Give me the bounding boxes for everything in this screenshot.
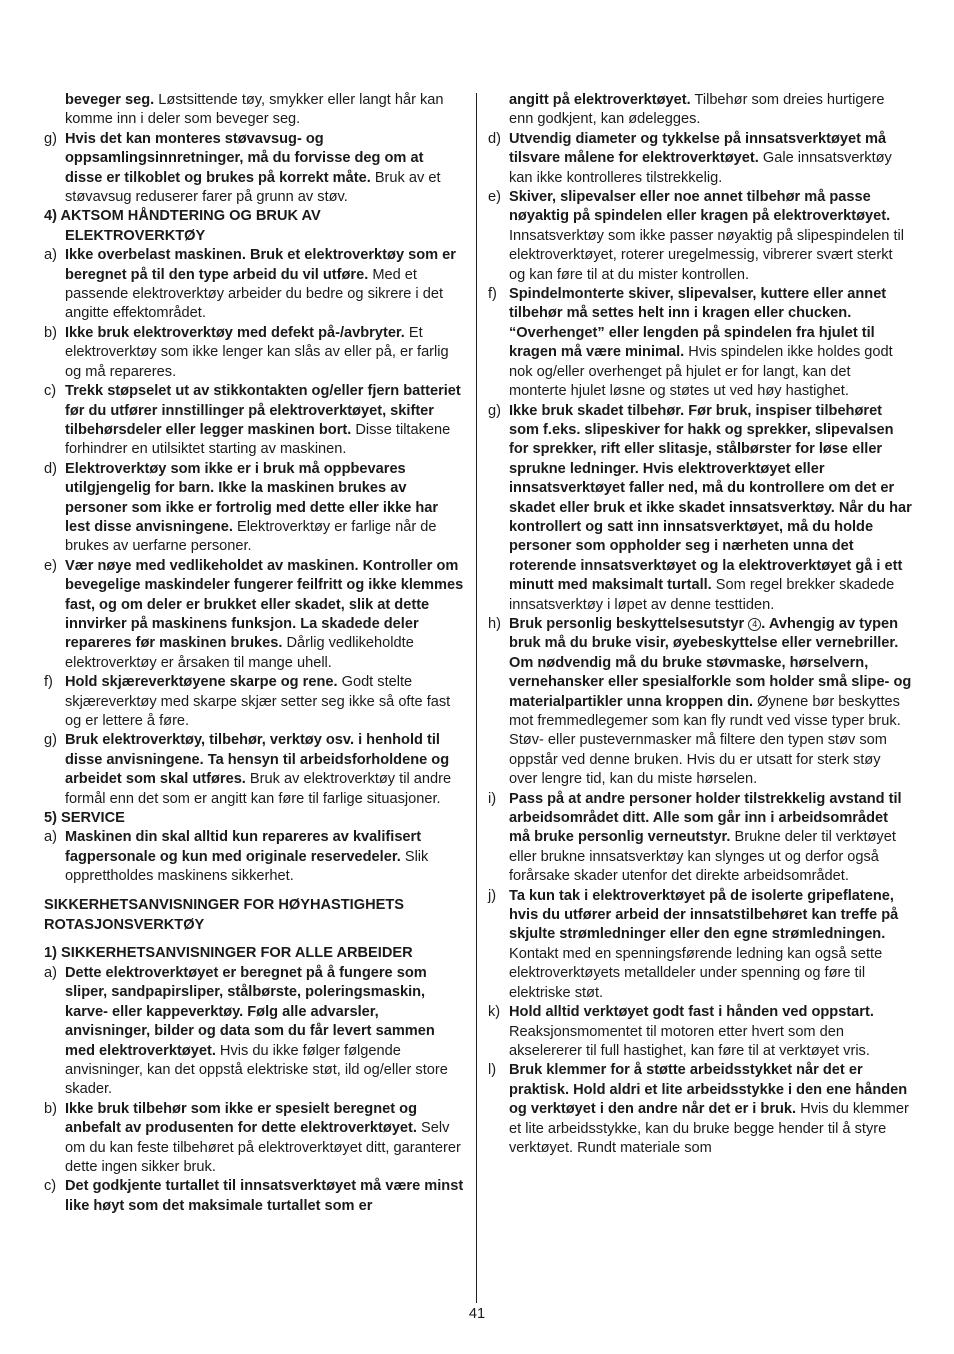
figure-reference-number: 4 — [748, 618, 761, 631]
list-item: e) Skiver, slipevalser eller noe annet tilbehør må passe nøyaktig på spindelen eller kragen på elektroverktøyet. Innsatsverktøy som ikke passer nøyaktig på slipespindelen til elektroverktøyet, roterer uregelmessig, vibrerer svært sterkt og kan føre til at du mister kontrollen. — [488, 189, 905, 283]
left-column — [44, 91, 464, 1216]
list-item: g) Ikke bruk skadet tilbehør. Før bruk, inspiser tilbehøret som f.eks. slipeskiver for hakk og sprekker, slipevalsen for sprekker, rift eller slitasje, stålbørster for løse eller sprukne ledninger. Hvis elektroverktøyet eller innsatsverktøyet faller ned, må du kontrollere om det er skadet eller bruk et ikke skadet innsatsverktøy. Når du har kontrollert og satt inn innsatsverktøyet, må du holde personer som oppholder seg i nærheten unna det roterende innsatsverktøyet og la elektroverktøyet gå i ett minutt med maksimalt turtall. Som regel brekker skadede innsatsverktøy i løpet av denne testtiden. — [488, 402, 912, 613]
list-item: a) Maskinen din skal alltid kun repareres av kvalifisert fagpersonale og kun med originale reservedeler. Slik opprettholdes maskinens sikkerhet. — [44, 829, 429, 885]
list-item: k) Hold alltid verktøyet godt fast i hånden ved oppstart. Reaksjonsmomentet til motoren etter hvert som den akselererer til full hastighet, kan føre til at verktøyet vris. — [488, 1004, 874, 1059]
list-item: g) Hvis det kan monteres støvavsug- og oppsamlingsinnretninger, må du forvisse deg om at disse er tilkoblet og brukes på korrekt måte. Bruk av et støvavsug reduserer farer på grunn av støv. — [44, 130, 441, 206]
list-item: c) Trekk støpselet ut av stikkontakten og/eller fjern batteriet før du utfører innstillinger på elektroverktøyet, skifter tilbehørsdeler eller legger maskinen bort. Disse tiltakene forhindrer en utilsiktet starting av maskinen. — [44, 383, 461, 458]
list-item: b) Ikke bruk elektroverktøy med defekt på-/avbryter. Et elektroverktøy som ikke lenger kan slås av eller på, er farlig og må repareres. — [44, 324, 449, 380]
page-number: 41 — [468, 1306, 486, 1322]
list-item: j) Ta kun tak i elektroverktøyet på de isolerte gripeflatene, hvis du utfører arbeid der innsatstilbehøret kan treffe på skjulte strømledninger eller den egne strømledningen. Kontakt med en spenningsførende ledning kan også sette elektroverktøyets metalldeler under spenning og føre til elektriske støt. — [488, 887, 899, 1001]
list-item: h) Bruk personlig beskyttelsesutstyr 4 . Avhengig av typen bruk må du bruke visir, øyebeskyttelse eller vernebriller. Om nødvendig må du bruke støvmaske, hørselvern, vernehansker eller spesialforkle som holder små slipe- og materialpartikler unna kroppen din. Øynene bør beskyttes mot fremmedlegemer som kan fly rundt ved visse typer bruk. Støv- eller pustevernmasker må filtere den typen støv som oppstår ved denne bruken. Hvis du er utsatt for sterk støy over lengre tid, kan du miste hørselen. — [488, 615, 912, 788]
list-item: angitt på elektroverktøyet. Tilbehør som dreies hurtigere enn godkjent, kan ødelegges. — [509, 92, 885, 128]
column-divider — [476, 93, 477, 1303]
list-item: g) Bruk elektroverktøy, tilbehør, verktøy osv. i henhold til disse anvisningene. Ta hensyn til arbeidsforholdene og arbeidet som skal utføres. Bruk av elektroverktøy til andre formål enn det som er angitt kan føre til farlige situasjoner. — [44, 732, 452, 807]
list-item: b) Ikke bruk tilbehør som ikke er spesielt beregnet og anbefalt av produsenten for dette elektroverktøyet. Selv om du kan feste tilbehøret på elektroverktøyet ditt, garanterer dette ingen sikker bruk. — [44, 1100, 461, 1175]
list-item: i) Pass på at andre personer holder tilstrekkelig avstand til arbeidsområdet ditt. Alle som går inn i arbeidsområdet må bruke personlig verneutstyr. Brukne deler til verktøyet eller brukne innsatsverktøy kan slynges ut og derfor også forårsake skader utenfor det direkte arbeidsområdet. — [488, 790, 902, 885]
list-item: beveger seg. Løstsittende tøy, smykker eller langt hår kan komme inn i deler som beveger seg. — [65, 92, 444, 128]
list-item: a) Dette elektroverktøyet er beregnet på å fungere som sliper, sandpapirsliper, stålbørste, poleringsmaskin, karve- eller kappeverktøy. Følg alle advarsler, anvisninger, bilder og data som du får levert sammen med elektroverktøyet. Hvis du ikke følger følgende anvisninger, kan det oppstå elektriske støt, ild og/eller store skader. — [44, 964, 448, 1098]
list-item: d) Elektroverktøy som ikke er i bruk må oppbevares utilgjengelig for barn. Ikke la maskinen brukes av personer som ikke er fortrolig med dette eller ikke har lest disse anvisningene. Elektroverktøy er farlige når de brukes av uerfarne personer. — [44, 460, 439, 555]
section-heading: 1) SIKKERHETSANVISNINGER FOR ALLE ARBEIDER — [44, 945, 413, 962]
list-item: a) Ikke overbelast maskinen. Bruk et elektroverktøy som er beregnet på til den type arbeid du vil utføre. Med et passende elektroverktøy arbeider du bedre og sikrere i det angitte effektområdet. — [44, 247, 456, 322]
list-item: d) Utvendig diameter og tykkelse på innsatsverktøyet må tilsvare målene for elektroverktøyet. Gale innsatsverktøy kan ikke kontrolleres tilstrekkelig. — [488, 130, 892, 186]
main-section-title: SIKKERHETSANVISNINGER FOR HØYHASTIGHETS ROTASJONSVERKTØY — [44, 897, 405, 933]
list-item: c) Det godkjente turtallet til innsatsverktøyet må være minst like høyt som det maksimale turtallet som er — [44, 1178, 464, 1214]
section-heading: 5) SERVICE — [44, 810, 125, 827]
list-item: f) Hold skjæreverktøyene skarpe og rene. Godt stelte skjæreverktøy med skarpe skjær setter seg ikke så ofte fast og er lettere å føre. — [44, 674, 451, 729]
list-item: l) Bruk klemmer for å støtte arbeidsstykket når det er praktisk. Hold aldri et lite arbeidsstykke i den ene hånden og verktøyet i den andre når det er i bruk. Hvis du klemmer et lite arbeidsstykke, kan du bruke begge hender til å styre verktøyet. Rundt materiale som — [488, 1062, 909, 1156]
list-item: e) Vær nøye med vedlikeholdet av maskinen. Kontroller om bevegelige maskindeler fungerer feilfritt og ikke klemmes fast, og om deler er brukket eller skadet, slik at dette innvirker på maskinens funksjon. La skadede deler repareres før maskinen brukes. Dårlig vedlikeholdte elektroverktøy er årsaken til mange uhell. — [44, 557, 464, 671]
section-heading: 4) AKTSOM HÅNDTERING OG BRUK AV ELEKTROVERKTØY — [44, 208, 321, 244]
list-item: f) Spindelmonterte skiver, slipevalser, kuttere eller annet tilbehør må settes helt inn i kragen eller chucken. “Overhenget” eller lengden på spindelen fra hjulet til kragen må være minimal. Hvis spindelen ikke holdes godt nok og/eller overhenget på hjulet er for langt, kan det monterte hjulet løsne og støtes ut ved høy hastighet. — [488, 286, 893, 400]
right-column — [488, 91, 912, 1158]
